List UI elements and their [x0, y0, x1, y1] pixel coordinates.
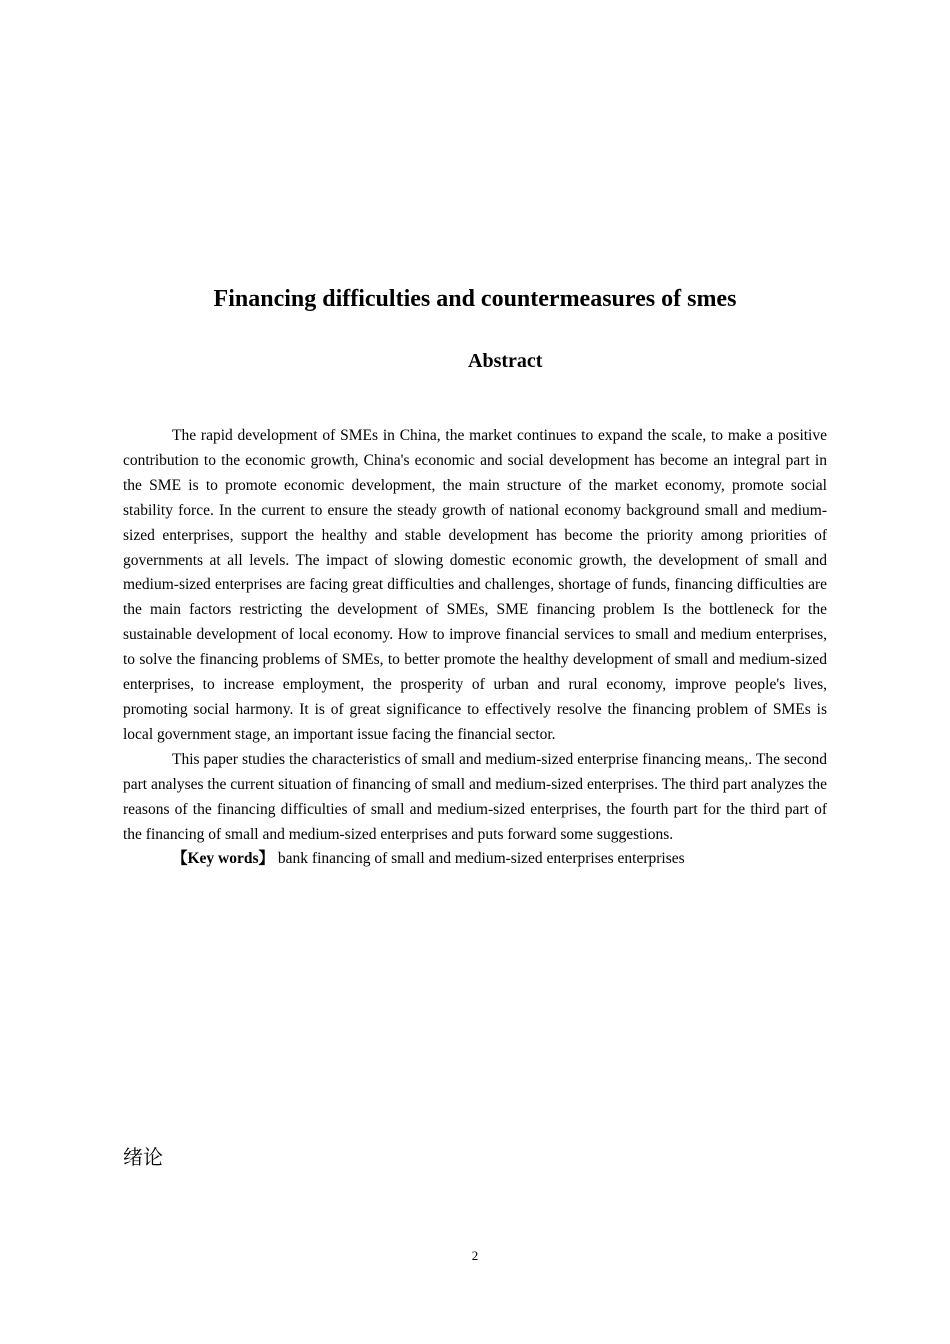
abstract-body [123, 424, 827, 872]
abstract-heading: Abstract [468, 350, 543, 372]
abstract-paragraph-2: This paper studies the characteristics of small and medium-sized enterprise financing means,. The second part analyses the current situation of financing of small and medium-sized enterprises. The third part analyzes the reasons of the financing difficulties of small and medium-sized enterprises, the fourth part for the third part of the financing of small and medium-sized enterprises and puts forward some suggestions. [123, 750, 827, 843]
chapter-heading: 绪论 [123, 1145, 163, 1169]
paper-title: Financing difficulties and countermeasures of smes [213, 286, 737, 312]
keywords-label: 【Key words】 [172, 850, 275, 868]
keywords-text: bank financing of small and medium-sized enterprises enterprises [274, 850, 685, 868]
page-number: 2 [471, 1248, 479, 1263]
abstract-paragraph-1: The rapid development of SMEs in China, the market continues to expand the scale, to make a positive contribution to the economic growth, China's economic and social development has become an integral part in the SME is to promote economic development, the main structure of the market economy, promote social stability force. In the current to ensure the steady growth of national economy background small and medium-sized enterprises, support the healthy and stable development has become the priority among priorities of governments at all levels. The impact of slowing domestic economic growth, the development of small and medium-sized enterprises are facing great difficulties and challenges, shortage of funds, financing difficulties are the main factors restricting the development of SMEs, SME financing problem Is the bottleneck for the sustainable development of local economy. How to improve financial services to small and medium enterprises, to solve the financing problems of SMEs, to better promote the healthy development of small and medium-sized enterprises, to increase employment, the prosperity of urban and rural economy, improve people's lives, promoting social harmony. It is of great significance to effectively resolve the financing problem of SMEs is local government stage, an important issue facing the financial sector. [123, 427, 827, 743]
keywords-line [123, 847, 827, 872]
